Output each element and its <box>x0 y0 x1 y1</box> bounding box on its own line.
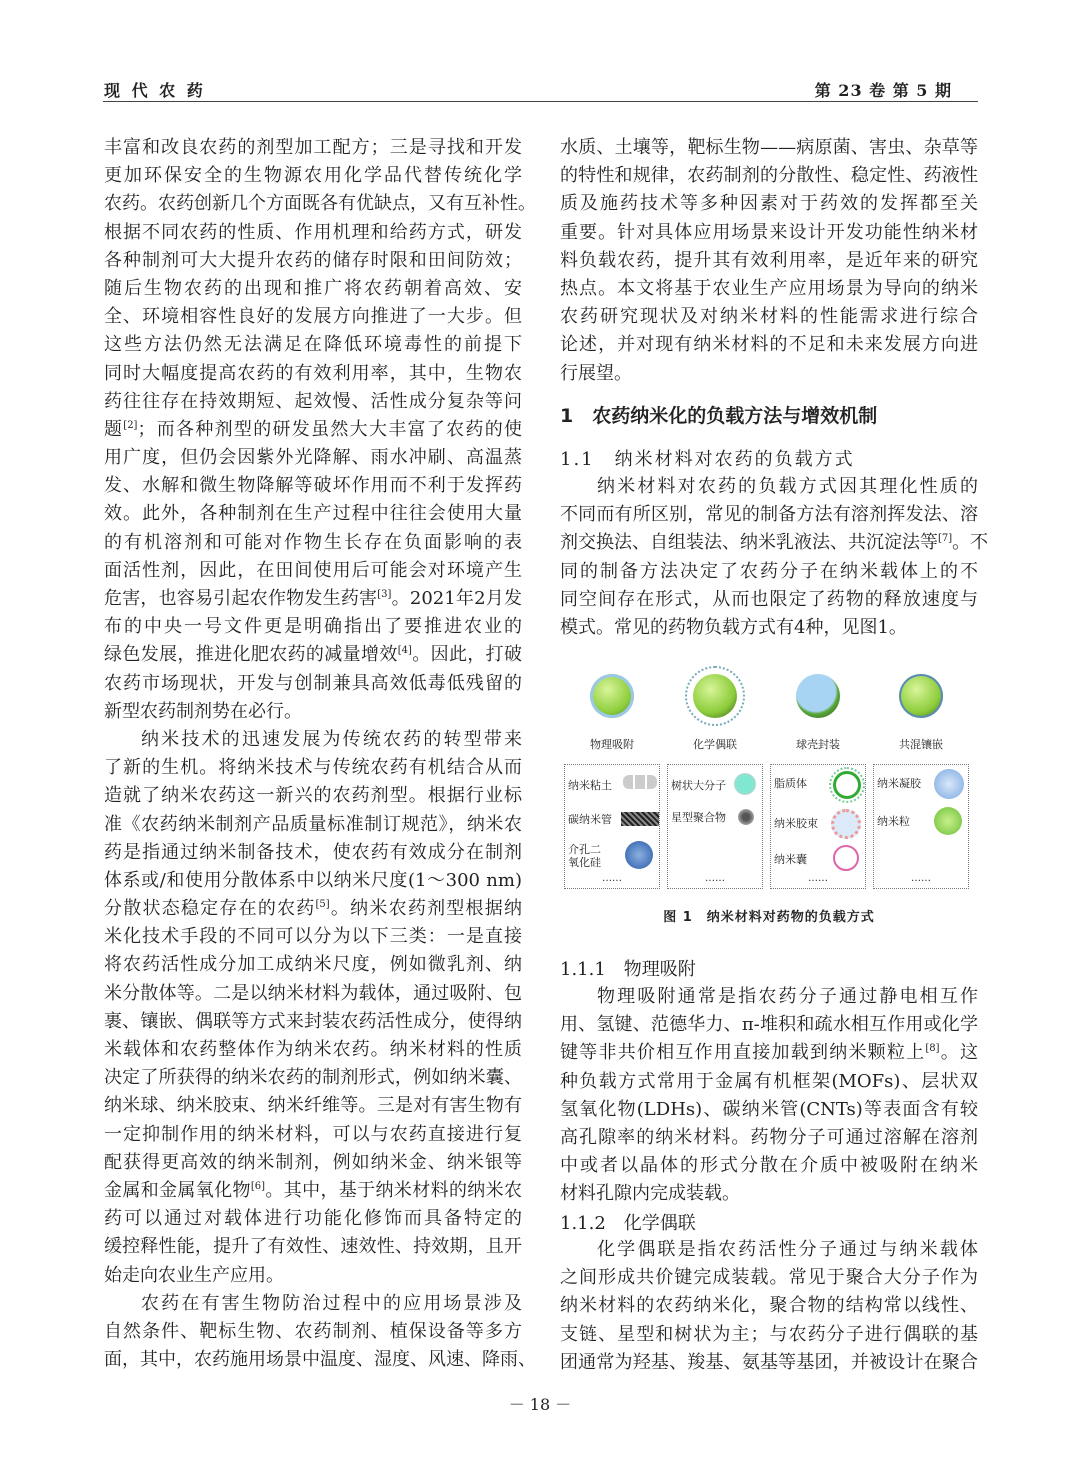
figure-label: 化学偶联 <box>693 738 737 751</box>
paragraph-block <box>560 983 978 1209</box>
text-line: 模式。常见的药物负载方式有4种，见图1。 <box>560 616 907 638</box>
section-heading: 1 农药纳米化的负载方法与增效机制 <box>560 405 878 427</box>
text-line: 的有机溶剂和可能对作物生长存在负面影响的表 <box>104 531 522 553</box>
text-line: 更加环保安全的生物源农用化学品代替传统化学 <box>104 165 522 187</box>
text-line: 米分散体等。二是以纳米材料为载体，通过吸附、包 <box>104 982 522 1004</box>
ellipsis: …… <box>808 873 828 884</box>
paragraph <box>104 726 522 1290</box>
figure-item: 纳米粘土 <box>568 779 612 792</box>
citation: [4] <box>397 645 412 657</box>
citation: [6] <box>250 1180 266 1192</box>
text-line: 不同而有所区别，常见的制备方法有溶剂挥发法、溶 <box>560 504 978 526</box>
dendrimer-icon <box>734 773 756 795</box>
text-line: 纳米材料的农药纳米化，聚合物的结构常以线性、 <box>560 1295 978 1317</box>
text-line: 同空间存在形式，从而也限定了药物的释放速度与 <box>560 588 978 610</box>
text-line: 料负载农药，提升其有效利用率，是近年来的研究 <box>560 249 978 271</box>
text-line: 这些方法仍然无法满足在降低环境毒性的前提下 <box>104 334 522 356</box>
text-line: 材料孔隙内完成装载。 <box>560 1183 740 1205</box>
text-line: 农药市场现状，开发与创制兼具高效低毒低残留的 <box>104 672 522 694</box>
page-number: － 18 － <box>508 1395 572 1414</box>
text-line: 新型农药制剂势在必行。 <box>104 700 302 722</box>
nanogel-icon <box>934 769 964 799</box>
ellipsis: …… <box>602 873 622 884</box>
nanoparticle-coupling-icon <box>693 674 737 718</box>
paragraph-block <box>560 1236 978 1377</box>
text-line: 支链、星型和树状为主；与农药分子进行偶联的基 <box>560 1323 978 1345</box>
text-line: 剂交换法、自组装法、纳米乳液法、共沉淀法等[7]。不 <box>560 532 989 554</box>
text-line: 一定抑制作用的纳米材料，可以与农药直接进行复 <box>104 1123 522 1145</box>
figure-label: 物理吸附 <box>590 738 634 751</box>
text-line: 布的中央一号文件更是明确指出了要推进农业的 <box>104 616 522 638</box>
text-line: 药往往存在持效期短、起效慢、活性成分复杂等问 <box>104 390 522 412</box>
figure-box <box>873 764 969 889</box>
text-line: 种负载方式常用于金属有机框架(MOFs)、层状双 <box>560 1070 978 1092</box>
figure-box <box>770 764 866 889</box>
mesoporous-silica-icon <box>625 841 653 869</box>
citation: [7] <box>938 533 953 545</box>
text-line: 键等非共价相互作用直接加载到纳米颗粒上[8]。这 <box>560 1042 979 1064</box>
text-line: 面活性剂，因此，在田间使用后可能会对环境产生 <box>104 559 522 581</box>
text-line: 分散状态稳定存在的农药[5]。纳米农药剂型根据纳 <box>104 898 523 920</box>
figure-item: 碳纳米管 <box>568 813 612 826</box>
citation: [8] <box>925 1043 940 1055</box>
text-line: 造就了纳米农药这一新兴的农药剂型。根据行业标 <box>104 785 522 807</box>
figure-item: 纳米凝胶 <box>877 777 921 790</box>
text-line: 准《农药纳米制剂产品质量标准制订规范》，纳米农 <box>104 813 522 835</box>
nanocapsule-icon <box>833 845 859 871</box>
text-line: 之间形成共价键完成装载。常见于聚合大分子作为 <box>560 1267 978 1289</box>
subsubsection-heading: 1.1.1 物理吸附 <box>560 959 696 980</box>
text-line: 面，其中，农药施用场景中温度、湿度、风速、降雨、 <box>104 1349 536 1371</box>
figure-label: 球壳封装 <box>796 738 840 751</box>
text-line: 纳米球、纳米胶束、纳米纤维等。三是对有害生物有 <box>104 1095 522 1117</box>
text-line: 缓控释性能，提升了有效性、速效性、持效期，且开 <box>104 1236 522 1258</box>
text-line: 质及施药技术等多种因素对于药效的发挥都至关 <box>560 193 978 215</box>
paragraph <box>560 1236 978 1377</box>
text-line: 了新的生机。将纳米技术与传统农药有机结合从而 <box>104 757 522 779</box>
text-line: 始走向农业生产应用。 <box>104 1264 284 1286</box>
text-line: 发、水解和微生物降解等破坏作用而不利于发挥药 <box>104 475 522 497</box>
text-line: 同时大幅度提高农药的有效利用率，其中，生物农 <box>104 362 522 384</box>
text-line: 化学偶联是指农药活性分子通过与纳米载体 <box>597 1239 978 1260</box>
figure-column-blend-embedding <box>871 668 971 893</box>
subsubsection-heading: 1.1.2 化学偶联 <box>560 1213 696 1234</box>
text-line: 危害，也容易引起农作物发生药害[3]。2021年2月发 <box>104 588 523 609</box>
figure-item: 纳米粒 <box>877 815 910 828</box>
micelle-icon <box>831 809 861 839</box>
text-line: 纳米材料对农药的负载方式因其理化性质的 <box>597 476 978 497</box>
figure-label: 共混镶嵌 <box>899 738 943 751</box>
figure-item: 星型聚合物 <box>671 811 726 824</box>
paragraph <box>560 983 978 1209</box>
text-line: 裹、镶嵌、偶联等方式来封装农药活性成分，使得纳 <box>104 1010 522 1032</box>
text-line: 各种制剂可大大提升农药的储存时限和田间防效； <box>104 249 522 271</box>
text-line: 农药研究现状及对纳米材料的性能需求进行综合 <box>560 306 978 328</box>
figure-item: 纳米胶束 <box>774 817 818 830</box>
header-rule <box>103 101 978 102</box>
text-line: 米载体和农药整体作为纳米农药。纳米材料的性质 <box>104 1039 522 1060</box>
figure-column-physical-adsorption <box>562 668 662 893</box>
text-line: 随后生物农药的出现和推广将农药朝着高效、安 <box>104 277 522 299</box>
star-polymer-icon <box>738 809 754 825</box>
text-line: 纳米技术的迅速发展为传统农药的转型带来 <box>141 728 522 750</box>
text-line: 题[2]；而各种剂型的研发虽然大大丰富了农药的使 <box>104 418 523 440</box>
paragraph <box>560 134 978 388</box>
carbon-nanotube-icon <box>621 812 659 826</box>
figure-caption: 图 1 纳米材料对药物的负载方式 <box>663 910 875 925</box>
text-line: 论述，并对现有纳米材料的不足和未来发展方向进 <box>560 334 978 356</box>
nanoparticle-embedding-icon <box>899 674 943 718</box>
text-line: 绿色发展，推进化肥农药的减量增效[4]。因此，打破 <box>104 644 523 666</box>
text-line: 团通常为羟基、羧基、氨基等基团，并被设计在聚合 <box>560 1351 978 1373</box>
text-line: 农药。农药创新几个方面既各有优缺点，又有互补性。 <box>104 193 536 215</box>
citation: [5] <box>315 899 330 911</box>
text-line: 自然条件、靶标生物、农药制剂、植保设备等多方 <box>104 1320 522 1342</box>
text-line: 的特性和规律，农药制剂的分散性、稳定性、药液性 <box>560 165 978 187</box>
figure-column-chemical-coupling <box>665 668 765 893</box>
figure-1 <box>562 668 976 898</box>
text-line: 全、环境相容性良好的发展方向推进了一大步。但 <box>104 306 522 328</box>
nanoparticle-adsorption-icon <box>590 674 634 718</box>
text-line: 热点。本文将基于农业生产应用场景为导向的纳米 <box>560 277 978 299</box>
ellipsis: …… <box>911 873 931 884</box>
journal-name: 现 代 农 药 <box>104 81 206 100</box>
text-line: 药可以通过对载体进行功能化修饰而具备特定的 <box>104 1208 522 1230</box>
citation: [2] <box>123 419 138 431</box>
nanoclay-icon <box>623 775 657 789</box>
figure-box <box>564 764 660 889</box>
issue-info: 第 23 卷 第 5 期 <box>814 81 952 100</box>
text-line: 用广度，但仍会因紫外光降解、雨水冲刷、高温蒸 <box>104 447 522 469</box>
text-line: 药是指通过纳米制备技术，使农药有效成分在制剂 <box>104 841 522 863</box>
text-line: 米化技术手段的不同可以分为以下三类：一是直接 <box>104 926 522 948</box>
text-line: 重要。针对具体应用场景来设计开发功能性纳米材 <box>560 221 978 243</box>
left-column <box>104 134 536 1374</box>
text-line: 金属和金属氧化物[6]。其中，基于纳米材料的纳米农 <box>104 1179 523 1201</box>
right-column-intro <box>560 134 978 388</box>
nanoparticle-icon <box>934 807 962 835</box>
figure-item: 纳米囊 <box>774 853 807 866</box>
ellipsis: …… <box>705 873 725 884</box>
nanoparticle-shell-icon <box>796 674 840 718</box>
figure-item: 脂质体 <box>774 777 807 790</box>
paragraph <box>104 134 536 726</box>
subsection-heading: 1.1 纳米材料对农药的负载方式 <box>560 449 855 470</box>
figure-column-shell-encapsulation <box>768 668 868 893</box>
paragraph <box>104 1290 536 1375</box>
text-line: 物理吸附通常是指农药分子通过静电相互作 <box>597 986 978 1007</box>
figure-item: 介孔二氧化硅 <box>568 843 601 869</box>
text-line: 效。此外，各种制剂在生产过程中往往会使用大量 <box>104 503 522 525</box>
text-line: 配获得更高效的纳米制剂，例如纳米金、纳米银等 <box>104 1151 522 1173</box>
citation: [3] <box>377 589 392 600</box>
text-line: 决定了所获得的纳米农药的制剂形式，例如纳米囊、 <box>104 1067 522 1089</box>
text-line: 根据不同农药的性质、作用机理和给药方式，研发 <box>104 221 522 243</box>
text-line: 氢氧化物(LDHs)、碳纳米管(CNTs)等表面含有较 <box>560 1098 978 1120</box>
text-line: 行展望。 <box>560 362 632 384</box>
liposome-icon <box>833 771 861 799</box>
text-line: 用、氢键、范德华力、π-堆积和疏水相互作用或化学 <box>560 1014 978 1036</box>
figure-item: 树状大分子 <box>671 779 726 792</box>
text-line: 将农药活性成分加工成纳米尺度，例如微乳剂、纳 <box>104 954 522 976</box>
text-line: 同的制备方法决定了农药分子在纳米载体上的不 <box>560 560 978 582</box>
paragraph-block <box>560 473 989 642</box>
figure-box <box>667 764 763 889</box>
text-line: 水质、土壤等，靶标生物——病原菌、害虫、杂草等 <box>560 137 978 158</box>
text-line: 农药在有害生物防治过程中的应用场景涉及 <box>141 1292 522 1314</box>
text-line: 中或者以晶体的形式分散在介质中被吸附在纳米 <box>560 1155 978 1177</box>
text-line: 高孔隙率的纳米材料。药物分子可通过溶解在溶剂 <box>560 1126 978 1148</box>
text-line: 丰富和改良农药的剂型加工配方；三是寻找和开发 <box>104 137 522 158</box>
paragraph <box>560 473 989 642</box>
text-line: 体系或/和使用分散体系中以纳米尺度(1～300 nm) <box>104 869 522 891</box>
